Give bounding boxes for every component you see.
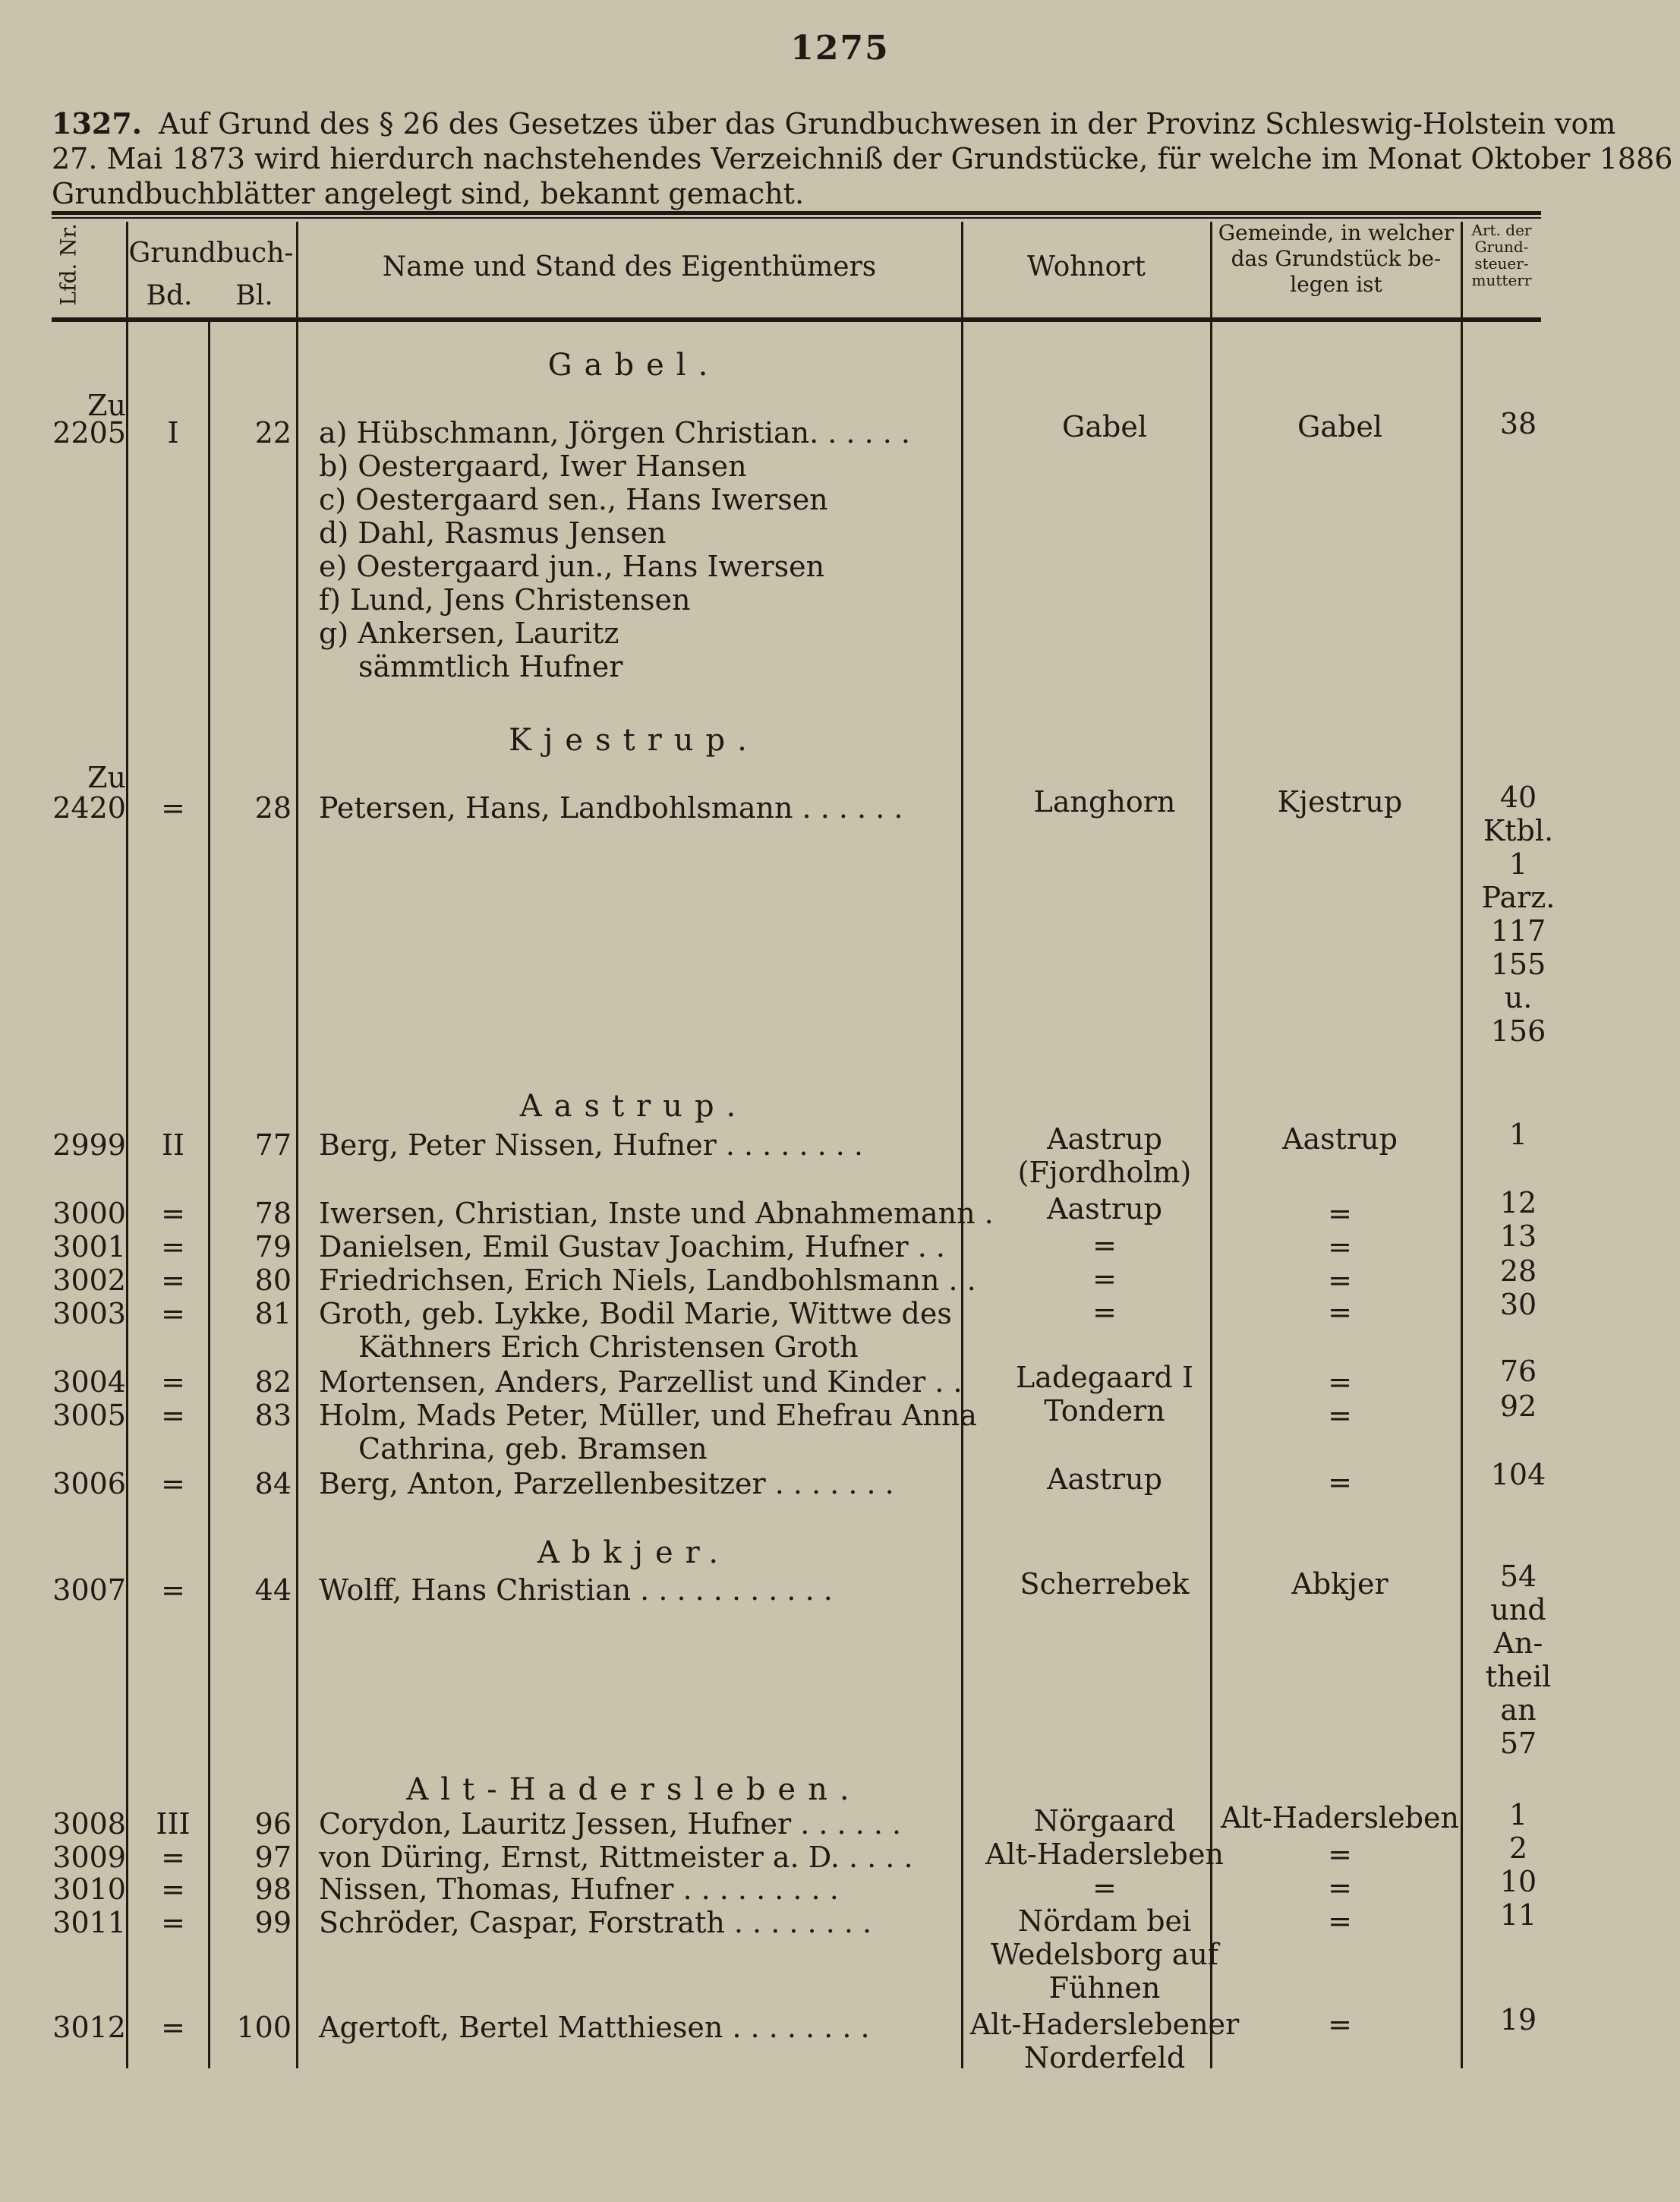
artikel: 156: [1490, 1014, 1546, 1048]
row-bl: 100: [236, 2011, 292, 2044]
gemeinde: =: [1328, 1871, 1352, 1904]
gemeinde: =: [1328, 1365, 1352, 1399]
artikel: 54: [1499, 1560, 1537, 1593]
owner-name: e) Oestergaard jun., Hans Iwersen: [319, 550, 825, 583]
owner-name: Käthners Erich Christensen Groth: [358, 1330, 859, 1364]
row-bl: 97: [254, 1841, 292, 1874]
row-bd: =: [161, 1841, 185, 1874]
row-bl: 96: [254, 1807, 292, 1841]
wohnort: Alt-Hadersleben: [985, 1838, 1224, 1871]
row-bl: 98: [254, 1872, 292, 1906]
entry-number: 1327.: [52, 106, 142, 140]
wohnort: Gabel: [1062, 410, 1147, 443]
artikel: 1: [1508, 847, 1528, 881]
row-bl: 78: [254, 1197, 292, 1230]
gemeinde: =: [1328, 1263, 1352, 1297]
artikel: 11: [1499, 1898, 1537, 1932]
gemeinde: =: [1328, 1838, 1352, 1871]
artikel: 92: [1499, 1390, 1537, 1423]
wohnort: Aastrup: [1047, 1192, 1162, 1226]
intro-line-1: [52, 106, 1616, 141]
wohnort: (Fjordholm): [1017, 1156, 1192, 1189]
row-nr: 3003: [52, 1297, 126, 1330]
header-name: Name und Stand des Eigenthümers: [382, 251, 877, 282]
row-bd: =: [161, 1906, 185, 1939]
gemeinde: =: [1328, 2008, 1352, 2041]
gemeinde: =: [1328, 1465, 1352, 1499]
row-bd: =: [161, 1365, 185, 1399]
wohnort: Aastrup: [1047, 1462, 1162, 1496]
row-nr: 3009: [52, 1841, 126, 1874]
row-bd: I: [167, 416, 179, 450]
owner-name: c) Oestergaard sen., Hans Iwersen: [319, 483, 828, 516]
row-bl: 28: [254, 791, 292, 825]
owner-name: Petersen, Hans, Landbohlsmann . . . . . .: [319, 791, 903, 825]
wohnort: Alt-Haderslebener: [969, 2008, 1240, 2041]
header-lfd-nr: Lfd. Nr.: [55, 223, 81, 306]
row-bl: 99: [254, 1906, 292, 1939]
artikel: 10: [1499, 1865, 1537, 1898]
wohnort: Aastrup: [1047, 1122, 1162, 1156]
header-grundbuch: Grundbuch-: [128, 238, 294, 269]
gemeinde: =: [1328, 1197, 1352, 1230]
header-divider: [296, 222, 298, 317]
row-nr: 3012: [52, 2011, 126, 2044]
header-wohnort: Wohnort: [1027, 251, 1146, 282]
row-nr: 3004: [52, 1365, 126, 1399]
owner-name: Iwersen, Christian, Inste und Abnahmemann .: [319, 1197, 994, 1230]
row-bd: =: [161, 1467, 185, 1500]
header-artikel-line-2: Grund-: [1474, 238, 1529, 256]
header-divider: [1210, 222, 1212, 317]
row-nr: 3000: [52, 1197, 126, 1230]
header-gemeinde-line-2: das Grundstück be-: [1231, 246, 1442, 271]
owner-name: sämmtlich Hufner: [358, 650, 623, 683]
wohnort: Norderfeld: [1023, 2041, 1186, 2074]
header-gemeinde: [1212, 220, 1461, 298]
row-nr: 3006: [52, 1467, 126, 1500]
header-gemeinde-line-1: Gemeinde, in welcher: [1218, 220, 1455, 245]
header-bd: Bd.: [146, 280, 193, 311]
row-bl: 81: [254, 1297, 292, 1330]
artikel: 30: [1499, 1288, 1537, 1321]
owner-name: Schröder, Caspar, Forstrath . . . . . . . .: [319, 1906, 872, 1939]
row-bd: II: [161, 1128, 185, 1162]
artikel: 12: [1499, 1186, 1537, 1219]
row-bl: 82: [254, 1365, 292, 1399]
wohnort: Fühnen: [1048, 1971, 1161, 2005]
row-bl: 79: [254, 1230, 292, 1263]
header-gemeinde-line-3: legen ist: [1290, 272, 1382, 297]
owner-name: Mortensen, Anders, Parzellist und Kinder . .: [319, 1365, 963, 1399]
row-bd: =: [161, 1573, 185, 1607]
artikel: 155: [1490, 948, 1546, 981]
body-divider-bl: [296, 322, 298, 2068]
owner-name: Wolff, Hans Christian . . . . . . . . . . .: [319, 1573, 833, 1607]
owner-name: von Düring, Ernst, Rittmeister a. D. . . . .: [319, 1841, 913, 1874]
wohnort: =: [1092, 1295, 1117, 1329]
row-nr: 3007: [52, 1573, 126, 1607]
row-bd: =: [161, 2011, 185, 2044]
owner-name: Danielsen, Emil Gustav Joachim, Hufner . .: [319, 1230, 945, 1263]
wohnort: Nörgaard: [1033, 1804, 1176, 1838]
owner-name: Friedrichsen, Erich Niels, Landbohlsmann . .: [319, 1263, 976, 1297]
row-bl: 83: [254, 1399, 292, 1432]
artikel: 104: [1490, 1458, 1546, 1491]
section-title: Abkjer.: [537, 1535, 731, 1570]
wohnort: =: [1092, 1262, 1117, 1295]
artikel: 28: [1499, 1254, 1537, 1288]
wohnort: =: [1092, 1229, 1117, 1262]
row-bl: 77: [254, 1128, 292, 1162]
artikel: theil: [1485, 1660, 1552, 1693]
owner-name: Corydon, Lauritz Jessen, Hufner . . . . . .: [319, 1807, 902, 1841]
owner-name: f) Lund, Jens Christensen: [319, 583, 691, 617]
section-title: Alt-Hadersleben.: [406, 1772, 862, 1807]
artikel: 117: [1490, 914, 1546, 948]
row-nr: 3010: [52, 1872, 126, 1906]
wohnort: Wedelsborg auf: [991, 1938, 1218, 1971]
row-bl: 22: [254, 416, 292, 450]
owner-name: Berg, Peter Nissen, Hufner . . . . . . . .: [319, 1128, 864, 1162]
wohnort: Ladegaard I: [1016, 1361, 1193, 1394]
body-divider-bd: [208, 322, 210, 2068]
row-nr: 2999: [52, 1128, 126, 1162]
row-bl: 80: [254, 1263, 292, 1297]
gemeinde: Gabel: [1297, 410, 1382, 443]
row-nr: 3002: [52, 1263, 126, 1297]
row-nr: 3008: [52, 1807, 126, 1841]
row-nr: 3011: [52, 1906, 126, 1939]
row-prefix: Zu: [87, 761, 126, 794]
gemeinde: =: [1328, 1904, 1352, 1938]
owner-name: Berg, Anton, Parzellenbesitzer . . . . . . .: [319, 1467, 894, 1500]
wohnort: Nördam bei: [1017, 1904, 1192, 1938]
section-title: Kjestrup.: [509, 723, 759, 758]
artikel: 13: [1499, 1219, 1537, 1253]
page-number: 1275: [790, 29, 890, 68]
wohnort: Scherrebek: [1020, 1567, 1190, 1601]
header-artikel: [1462, 222, 1541, 289]
wohnort: Langhorn: [1033, 785, 1176, 819]
section-title: Aastrup.: [519, 1089, 749, 1124]
intro-line-3: Grundbuchblätter angelegt sind, bekannt gemacht.: [52, 177, 805, 210]
row-nr: 2205: [52, 416, 126, 450]
owner-name: Agertoft, Bertel Matthiesen . . . . . . . .: [319, 2011, 870, 2044]
wohnort: Tondern: [1044, 1394, 1165, 1428]
row-bd: =: [161, 1197, 185, 1230]
gemeinde: =: [1328, 1295, 1352, 1329]
intro-text-1: Auf Grund des § 26 des Gesetzes über das Grundbuchwesen in der Provinz Schleswig-Holstein vom: [159, 107, 1616, 140]
intro-line-2: 27. Mai 1873 wird hierdurch nachstehendes Verzeichniß der Grundstücke, für welche im Monat Oktober 1886: [52, 142, 1673, 175]
row-bl: 44: [254, 1573, 292, 1607]
row-bd: III: [156, 1807, 191, 1841]
gemeinde: Alt-Hadersleben: [1221, 1801, 1459, 1834]
owner-name: Groth, geb. Lykke, Bodil Marie, Wittwe des: [319, 1297, 952, 1330]
artikel: und: [1490, 1593, 1546, 1626]
gemeinde: Abkjer: [1291, 1567, 1388, 1601]
header-divider: [126, 222, 128, 317]
header-artikel-line-3: steuer-: [1474, 254, 1529, 273]
row-nr: 2420: [52, 791, 126, 825]
header-bottom-rule: [52, 317, 1541, 322]
row-bl: 84: [254, 1467, 292, 1500]
row-nr: 3005: [52, 1399, 126, 1432]
artikel: An-: [1493, 1626, 1543, 1660]
artikel: 2: [1508, 1831, 1528, 1865]
artikel: 57: [1499, 1727, 1537, 1760]
wohnort: =: [1092, 1871, 1117, 1904]
section-title: Gabel.: [547, 348, 720, 383]
row-bd: =: [161, 1263, 185, 1297]
header-bl: Bl.: [235, 280, 273, 311]
owner-name: d) Dahl, Rasmus Jensen: [319, 516, 667, 550]
row-bd: =: [161, 1872, 185, 1906]
header-artikel-line-1: Art. der: [1471, 221, 1532, 239]
artikel: 1: [1508, 1118, 1528, 1151]
header-divider: [1461, 222, 1463, 317]
artikel: 76: [1499, 1355, 1537, 1388]
artikel: 40: [1499, 781, 1537, 814]
row-bd: =: [161, 1230, 185, 1263]
row-bd: =: [161, 791, 185, 825]
gemeinde: Kjestrup: [1277, 785, 1403, 819]
intro-paragraph: [52, 106, 1673, 211]
header-artikel-line-4: mutterr: [1471, 271, 1532, 289]
header-divider: [961, 222, 963, 317]
row-prefix: Zu: [87, 389, 126, 422]
gemeinde: Aastrup: [1282, 1122, 1398, 1156]
owner-name: Nissen, Thomas, Hufner . . . . . . . . .: [319, 1872, 839, 1906]
owner-name: a) Hübschmann, Jörgen Christian. . . . . .: [319, 416, 910, 450]
artikel: Ktbl.: [1483, 814, 1554, 847]
artikel: Parz.: [1481, 881, 1555, 914]
owner-name: Holm, Mads Peter, Müller, und Ehefrau Anna: [319, 1399, 977, 1432]
artikel: 19: [1499, 2003, 1537, 2036]
body-divider-nr: [126, 322, 128, 2068]
row-nr: 3001: [52, 1230, 126, 1263]
artikel: 1: [1508, 1798, 1528, 1831]
row-bd: =: [161, 1297, 185, 1330]
header-top-rule-thin: [52, 217, 1541, 219]
owner-name: g) Ankersen, Lauritz: [319, 617, 619, 650]
artikel: an: [1500, 1693, 1537, 1727]
header-top-rule: [52, 211, 1541, 215]
gemeinde: =: [1328, 1230, 1352, 1263]
row-bd: =: [161, 1399, 185, 1432]
owner-name: Cathrina, geb. Bramsen: [358, 1432, 708, 1465]
artikel: u.: [1504, 981, 1533, 1014]
artikel: 38: [1499, 407, 1537, 440]
gemeinde: =: [1328, 1399, 1352, 1432]
owner-name: b) Oestergaard, Iwer Hansen: [319, 450, 747, 483]
